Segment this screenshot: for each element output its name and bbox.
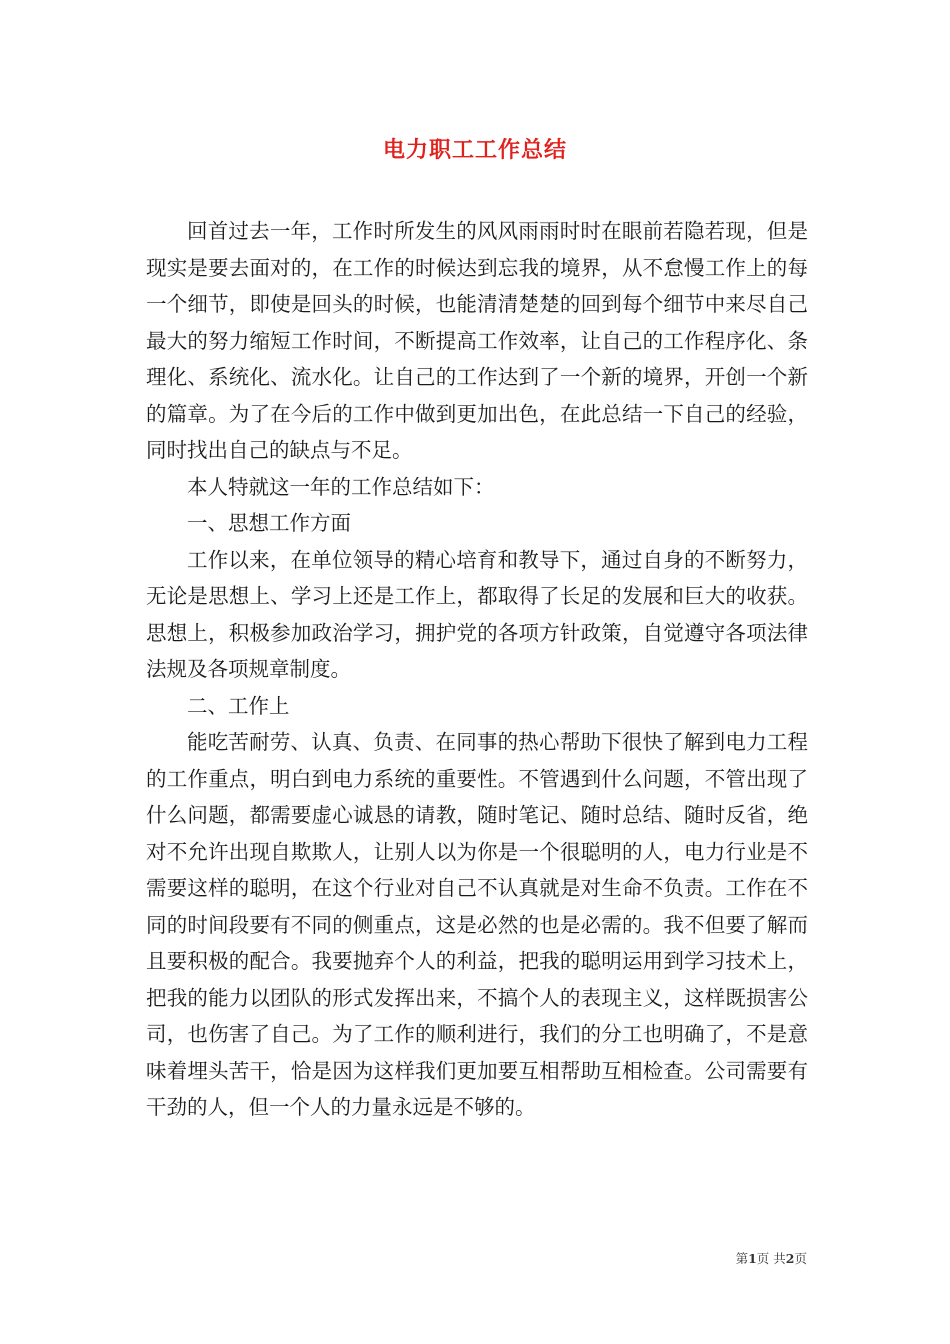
- footer-suffix: 页: [794, 1251, 807, 1266]
- document-title: 电力职工工作总结: [382, 137, 567, 163]
- footer-total-pages: 2: [785, 1251, 795, 1266]
- footer-middle: 页 共: [756, 1251, 786, 1266]
- paragraph-thought: 工作以来，在单位领导的精心培育和教导下，通过自身的不断努力，无论是思想上、学习上还是工作上，都取得了长足的发展和巨大的收获。思想上，积极参加政治学习，拥护党的各项方针政策，自觉遵守各项法律法规及各项规章制度。: [146, 547, 808, 681]
- section-heading-work: 二、工作上: [187, 693, 290, 718]
- section-heading-thought: 一、思想工作方面: [187, 511, 351, 535]
- footer-prefix: 第: [735, 1251, 749, 1266]
- paragraph-work: 能吃苦耐劳、认真、负责、在同事的热心帮助下很快了解到电力工程的工作重点，明白到电力系统的重要性。不管遇到什么问题，不管出现了什么问题，都需要虚心诚恳的请教，随时笔记、随时总结、随时反省，绝对不允许出现自欺欺人，让别人以为你是一个很聪明的人，电力行业是不需要这样的聪明，在这个行业对自己不认真就是对生命不负责。工作在不同的时间段要有不同的侧重点，这是必然的也是必需的。我不但要了解而且要积极的配合。我要抛弃个人的利益，把我的聪明运用到学习技术上，把我的能力以团队的形式发挥出来，不搞个人的表现主义，这样既损害公司，也伤害了自己。为了工作的顺利进行，我们的分工也明确了，不是意味着埋头苦干，恰是因为这样我们更加要互相帮助互相检查。公司需要有干劲的人，但一个人的力量永远是不够的。: [146, 730, 808, 1119]
- page-number-footer: [736, 1249, 807, 1267]
- paragraph-summary-lead: 本人特就这一年的工作总结如下：: [187, 474, 495, 499]
- paragraph-intro: 回首过去一年，工作时所发生的风风雨雨时时在眼前若隐若现，但是现实是要去面对的，在工作的时候达到忘我的境界，从不怠慢工作上的每一个细节，即使是回头的时候，也能清清楚楚的回到每个细节中来尽自己最大的努力缩短工作时间，不断提高工作效率，让自己的工作程序化、条理化、系统化、流水化。让自己的工作达到了一个新的境界，开创一个新的篇章。为了在今后的工作中做到更加出色，在此总结一下自己的经验，同时找出自己的缺点与不足。: [146, 219, 808, 462]
- document-body: [146, 213, 808, 1126]
- footer-current-page: 1: [748, 1251, 757, 1266]
